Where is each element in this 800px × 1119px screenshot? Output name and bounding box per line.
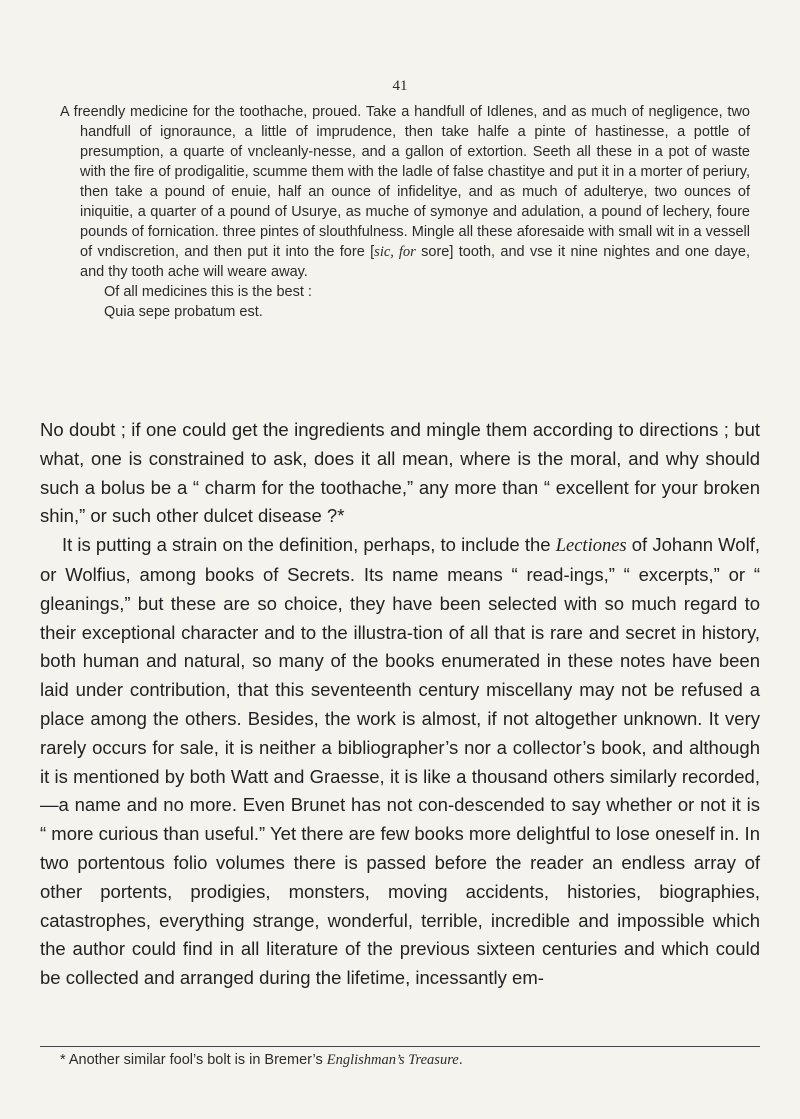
recipe-text-end: sore] tooth, and vse it nine nightes and one daye, and thy tooth ache will weare away.: [80, 244, 751, 280]
footnote-end: .: [458, 1052, 463, 1068]
sic-note: sic, for: [374, 244, 416, 260]
body-text-span: It is putting a strain on the definition, perhaps, to include the: [62, 534, 556, 556]
page-number: 41: [392, 78, 408, 94]
footnote-divider: [40, 1046, 760, 1047]
book-title: Lectiones: [555, 536, 627, 557]
body-text: [40, 416, 760, 993]
recipe-text: A freendly medicine for the toothache, proued. Take a handfull of Idlenes, and as much of negligence, two handfull of ignoraunce, a little of imprudence, then take halfe a pinte of hastinesse, a pottle of presumption, a quarte of vncleanly-nesse, and a gallon of extortion. Seeth all these in a pot of waste with the fire of prodigalitie, scumme them with the ladle of false chastitye and put it in a morter of periury, then take a pound of enuie, half an ounce of infidelitye, and as much of adulterye, two ounces of iniquitie, a quarter of a pound of Usurye, as muche of symonye and adulation, a pound of lechery, foure pounds of fornication. three pintes of slouthfulness. Mingle all these aforesaide with small wit in a vessell of vndiscretion, and then put it into the fore [: [60, 104, 750, 260]
body-paragraph: No doubt ; if one could get the ingredients and mingle them according to directions ; but what, one is constrained to ask, does it all mean, where is the moral, and why should such a bolus be a “ charm for the toothache,” any more than “ excellent for your broken shin,” or such other dulcet disease ?*: [40, 419, 760, 527]
body-paragraph: [40, 531, 760, 993]
footnote-book-title: Englishman’s Treasure: [326, 1052, 459, 1068]
recipe-paragraph: [60, 102, 750, 282]
recipe-closing-line: Of all medicines this is the best :: [104, 284, 312, 300]
recipe-closing-line: Quia sepe probatum est.: [104, 304, 263, 320]
quoted-recipe: [60, 102, 750, 322]
footnote-text: * Another similar fool’s bolt is in Bremer’s: [60, 1052, 327, 1068]
footnote: [60, 1050, 760, 1070]
body-text-span: of Johann Wolf, or Wolfius, among books of Secrets. Its name means “ read-ings,” “ excerpts,” or “ gleanings,” but these are so choice, they have been selected with so much regard to their exceptional character and to the illustra-tion of all that is rare and secret in history, both human and natural, so many of the books enumerated in these notes have been laid under contribution, that this seventeenth century miscellany may not be refused a place among the others. Besides, the work is almost, if not altogether unknown. It very rarely occurs for sale, it is neither a bibliographer’s nor a collector’s book, and although it is mentioned by both Watt and Graesse, it is like a thousand others similarly recorded,—a name and no more. Even Brunet has not con-descended to say whether or not it is “ more curious than useful.” Yet there are few books more delightful to lose oneself in. In two portentous folio volumes there is passed before the reader an endless array of other portents, prodigies, monsters, moving accidents, histories, biographies, catastrophes, everything strange, wonderful, terrible, incredible and impossible which the author could find in all literature of the previous sixteen centuries and which could be collected and arranged during the lifetime, incessantly em-: [40, 534, 760, 989]
